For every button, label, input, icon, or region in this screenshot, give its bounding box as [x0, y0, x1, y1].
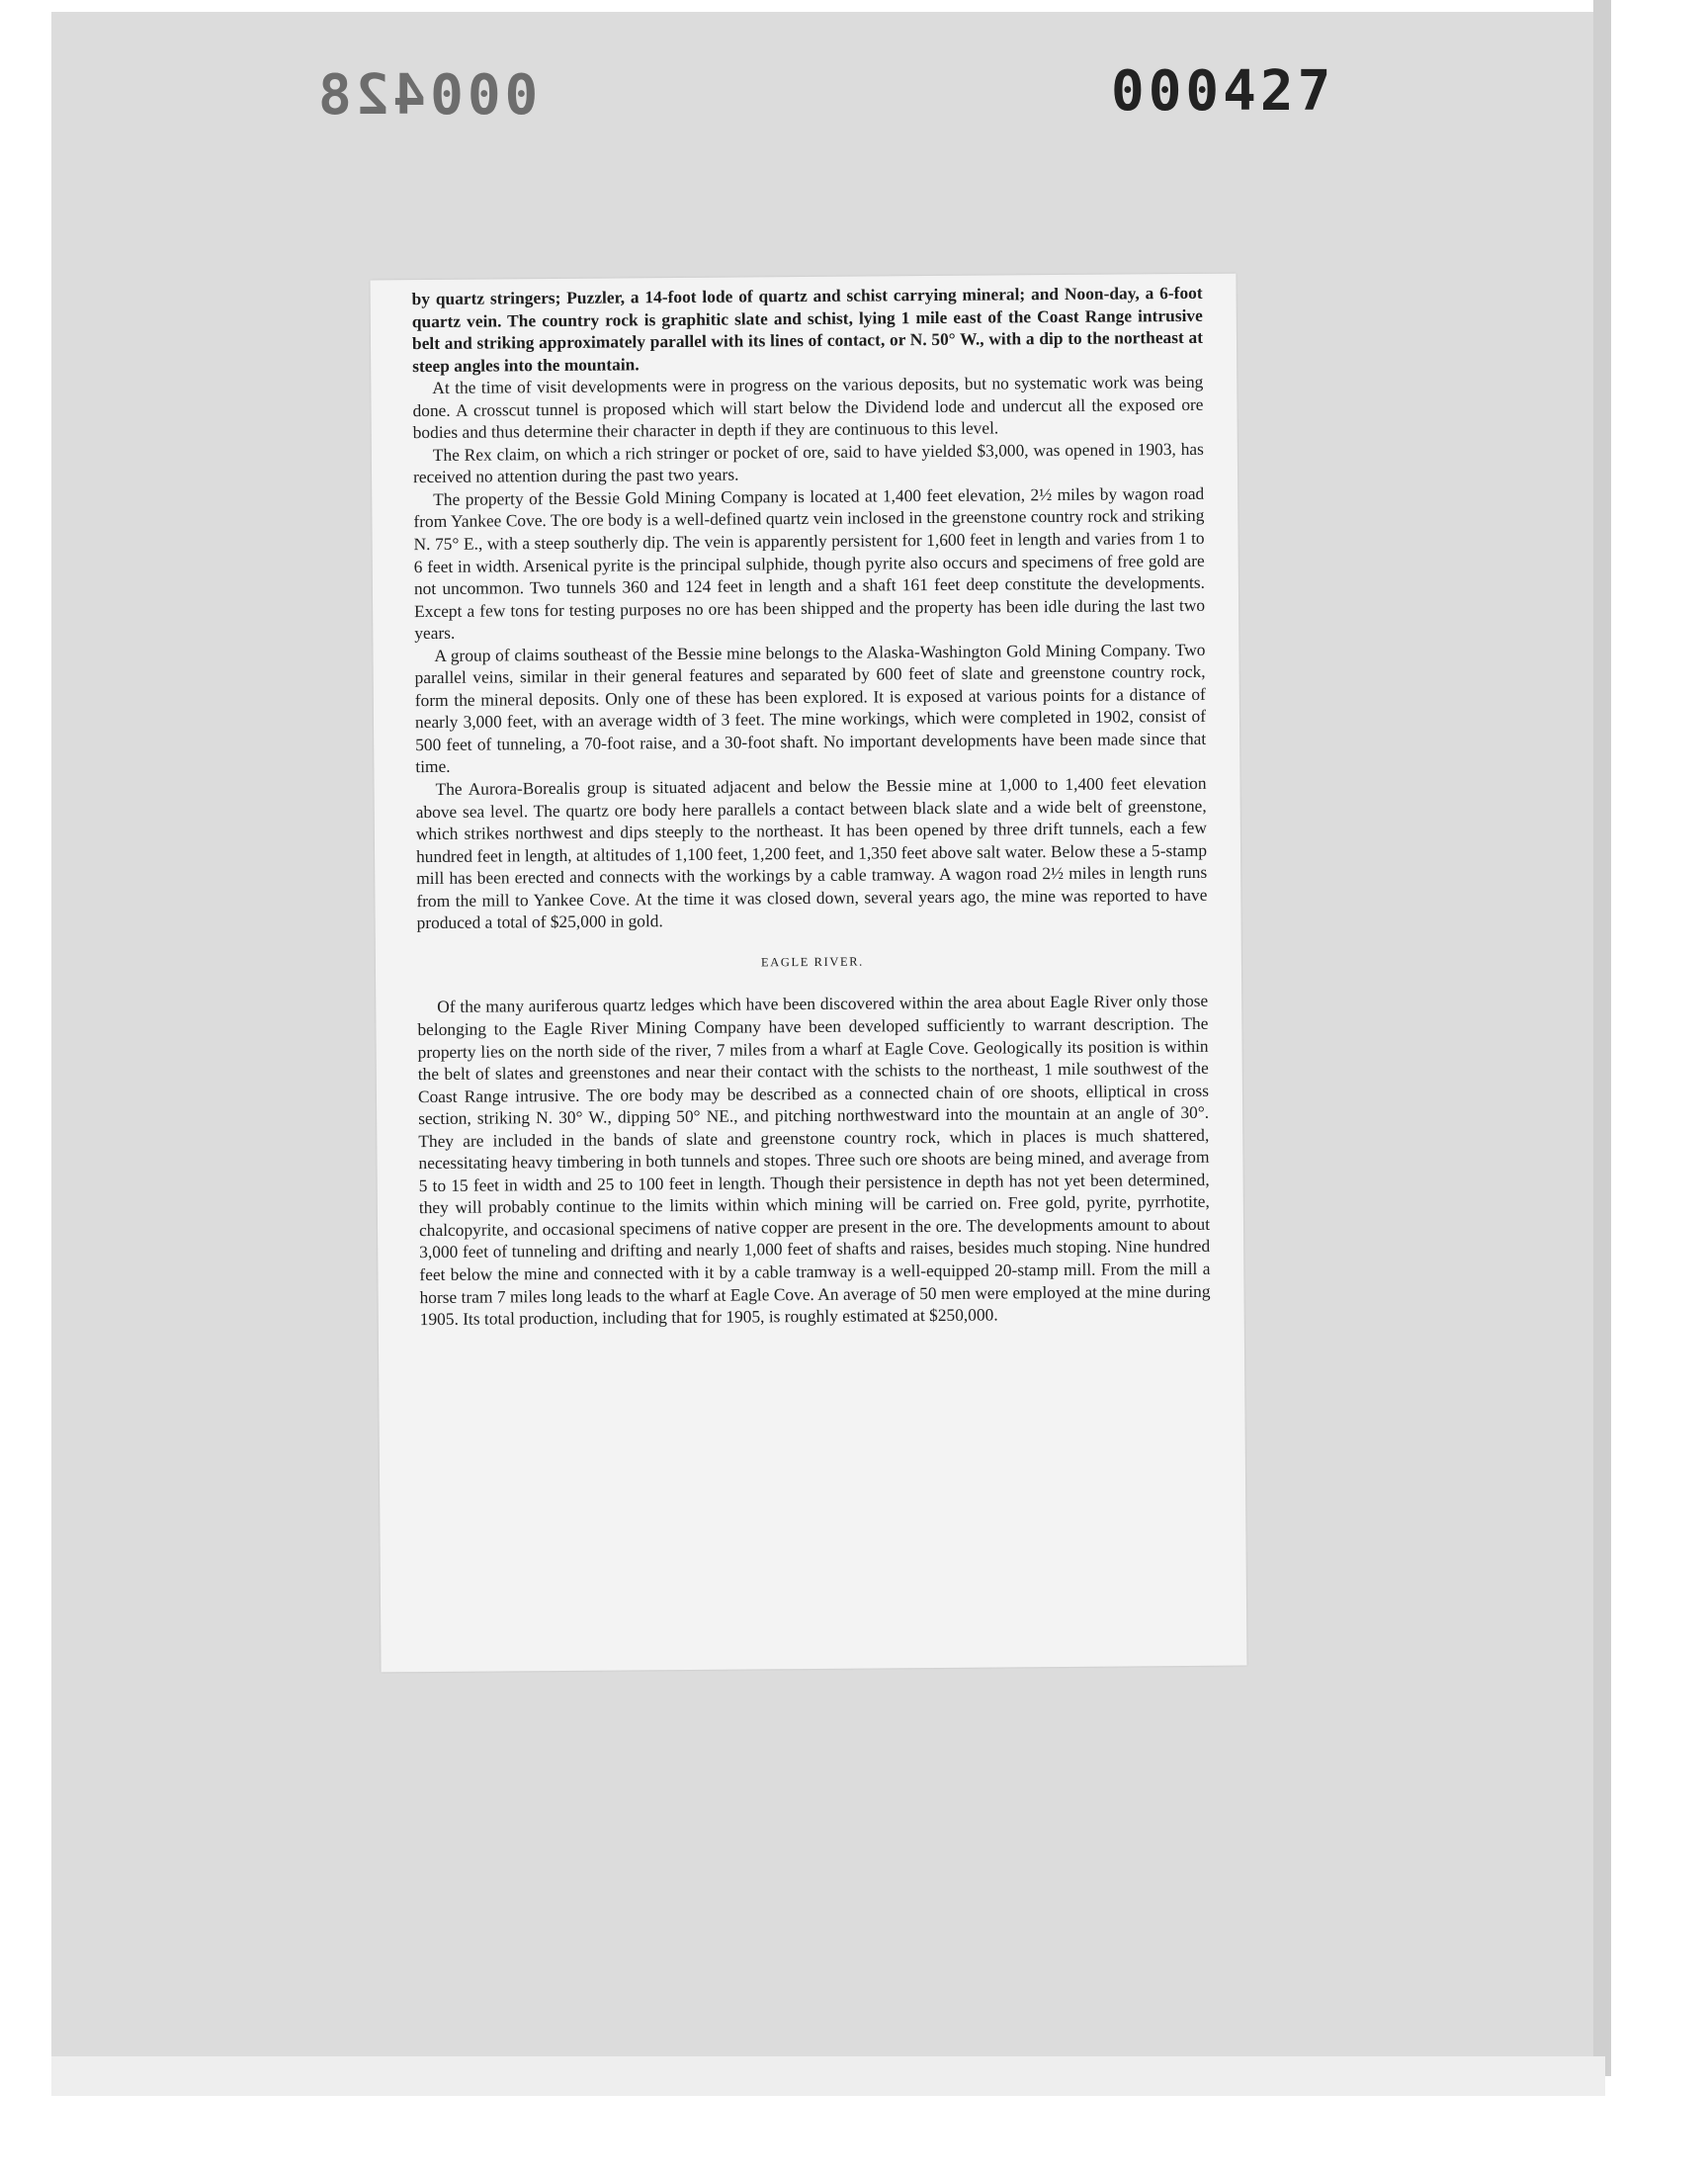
page-number-stamp: 000427: [1111, 59, 1335, 124]
mirrored-page-number-stamp: 000428: [314, 63, 539, 128]
paragraph: Of the many auriferous quartz ledges which have been discovered within the area about Eagle River only those belonging to the Eagle River Mining Company have been developed sufficiently to warrant description. The property lies on the north side of the river, 7 miles from a wharf at Eagle Cove. Geologically its position is within the belt of slates and greenstones and near their contact with the schists to the northeast, 1 mile southwest of the Coast Range intrusive. The ore body may be described as a connected chain of ore shoots, elliptical in cross section, striking N. 30° W., dipping 50° NE., and pitching northwestward into the mountain at an angle of 30°. They are included in the bands of slate and greenstone country rock, which in places is much shattered, necessitating heavy timbering in both tunnels and stopes. Three such ore shoots are being mined, and average from 5 to 15 feet in width and 25 to 100 feet in length. Though their persistence in depth has not yet been determined, they will probably continue to the limits within which mining will be carried on. Free gold, pyrite, pyrrhotite, chalcopyrite, and occasional specimens of native copper are present in the ore. The developments amount to about 3,000 feet of tunneling and drifting and nearly 1,000 feet of shafts and raises, besides much stoping. Nine hundred feet below the mine and connected with it by a cable tramway is a well-equipped 20-stamp mill. From the mill a horse tram 7 miles long leads to the wharf at Eagle Cove. An average of 50 men were employed at the mine during 1905. Its total production, including that for 1905, is roughly estimated at $250,000.: [417, 991, 1211, 1330]
section-heading: EAGLE RIVER.: [760, 954, 864, 970]
paragraph: A group of claims southeast of the Bessie mine belongs to the Alaska-Washington Gold Mining Company. Two parallel veins, similar in their general features and separated by 600 feet of slate and greenstone country rock, form the mineral deposits. Only one of these has been explored. It is exposed at various points for a distance of nearly 3,000 feet, with an average width of 3 feet. The mine workings, which were completed in 1902, consist of 500 feet of tunneling, a 70-foot raise, and a 30-foot shaft. No important developments have been made since that time.: [414, 639, 1207, 777]
paragraph: by quartz stringers; Puzzler, a 14-foot lode of quartz and schist carrying mineral; and Noon-day, a 6-foot quartz vein. The country rock is graphitic slate and schist, lying 1 mile east of the Coast Range intrusive belt and striking approximately parallel with its lines of contact, or N. 50° W., with a dip to the northeast at steep angles into the mountain.: [411, 282, 1204, 376]
document-clipping: [370, 274, 1246, 1673]
page-bottom-edge: [51, 2056, 1605, 2096]
paragraph: The property of the Bessie Gold Mining Company is located at 1,400 feet elevation, 2½ miles by wagon road from Yankee Cove. The ore body is a well-defined quartz vein inclosed in the greenstone country rock and striking N. 75° E., with a steep southerly dip. The vein is apparently persistent for 1,600 feet in length and varies from 1 to 6 feet in width. Arsenical pyrite is the principal sulphide, though pyrite also occurs and specimens of free gold are not uncommon. Two tunnels 360 and 124 feet in length and a shaft 161 feet deep constitute the developments. Except a few tons for testing purposes no ore has been shipped and the property has been idle during the last two years.: [413, 482, 1206, 644]
paragraph: The Aurora-Borealis group is situated adjacent and below the Bessie mine at 1,000 to 1,400 feet elevation above sea level. The quartz ore body here parallels a contact between black slate and a wide belt of greenstone, which strikes northwest and dips steeply to the northeast. It has been opened by three drift tunnels, each a few hundred feet in length, at altitudes of 1,100 feet, 1,200 feet, and 1,350 feet above salt water. Below these a 5-stamp mill has been erected and connects with the workings by a cable tramway. A wagon road 2½ miles in length runs from the mill to Yankee Cove. At the time it was closed down, several years ago, the mine was reported to have produced a total of $25,000 in gold.: [415, 772, 1208, 933]
paragraph: At the time of visit developments were in progress on the various deposits, but no systematic work was being done. A crosscut tunnel is proposed which will start below the Dividend lode and undercut all the exposed ore bodies and thus determine their character in depth if they are continuous to this level.: [412, 372, 1204, 443]
paragraph: The Rex claim, on which a rich stringer or pocket of ore, said to have yielded $3,000, was opened in 1903, has received no attention during the past two years.: [412, 438, 1204, 487]
clipping-body-text: [412, 282, 1211, 1331]
scanner-edge-strip: [1593, 0, 1611, 2076]
